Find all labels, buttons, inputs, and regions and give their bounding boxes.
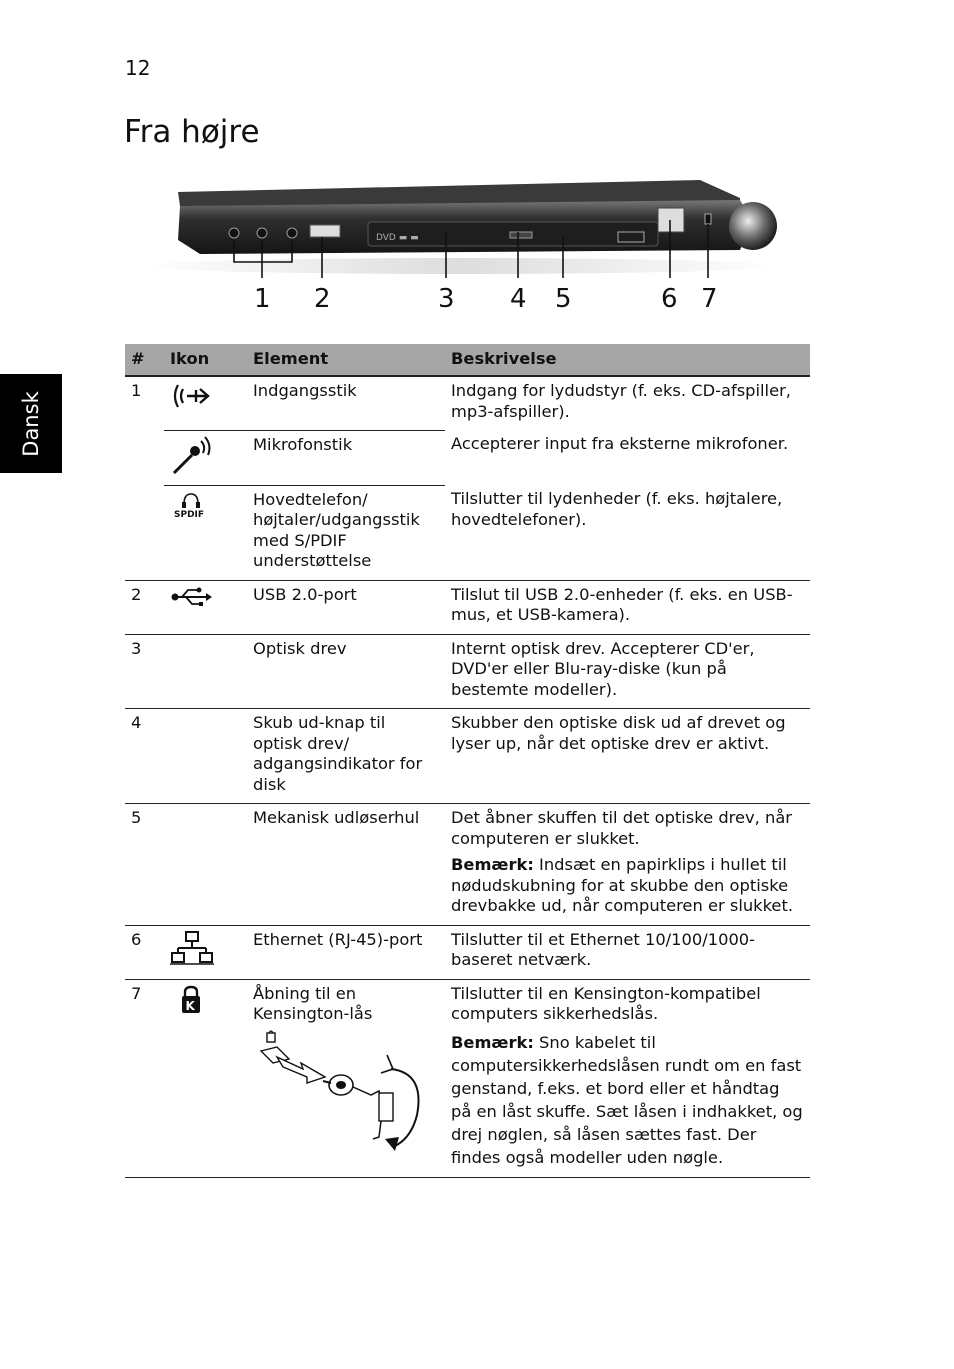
- row-description: Tilslutter til en Kensington-kompatibel computers sikkerhedslås.: [451, 983, 761, 1023]
- row-element: Mikrofonstik: [247, 430, 445, 485]
- audio-line-in-icon: [170, 381, 214, 411]
- row-element: Optisk drev: [247, 634, 445, 709]
- row-description: Internt optisk drev. Accepterer CD'er, DVD'er eller Blu-ray-diske (kun på bestemte modeller).: [445, 634, 810, 709]
- row-description: Accepterer input fra eksterne mikrofoner.: [451, 434, 789, 453]
- callout-6: 6: [661, 284, 678, 314]
- row-description: Tilslutter til et Ethernet 10/100/1000-baseret netværk.: [445, 925, 810, 979]
- row-element: Ethernet (RJ-45)-port: [247, 925, 445, 979]
- note-text: Indsæt en papirklips i hullet til nødudskubning for at skubbe den optiske drevbakke ud, når computeren er slukket.: [451, 855, 794, 915]
- audio-jack-2: [257, 228, 267, 238]
- row-description: Indgang for lydudstyr (f. eks. CD-afspiller, mp3-afspiller).: [451, 381, 791, 421]
- row-num: 4: [125, 709, 164, 804]
- callout-5: 5: [555, 284, 572, 314]
- table-row: [125, 925, 810, 979]
- ports-table: [125, 344, 810, 1178]
- language-side-tab: [0, 374, 62, 473]
- audio-jack-1: [229, 228, 239, 238]
- row-icon-cell: [164, 634, 247, 709]
- row-element: USB 2.0-port: [247, 580, 445, 634]
- row-icon-cell: [164, 709, 247, 804]
- callout-1: 1: [254, 284, 271, 314]
- drive-logo-text: DVD ▬ ▬: [376, 233, 419, 243]
- row-description: Det åbner skuffen til det optiske drev, når computeren er slukket.: [451, 808, 792, 848]
- callout-7: 7: [701, 284, 718, 314]
- row-description: Skubber den optiske disk ud af drevet og lyser up, når det optiske drev er aktivt.: [445, 709, 810, 804]
- header-element: Element: [247, 344, 445, 376]
- table-row: [125, 634, 810, 709]
- spdif-icon-text: SPDIF: [174, 509, 205, 518]
- row-icon-cell: [164, 376, 247, 430]
- callout-3: 3: [438, 284, 455, 314]
- kensington-lock-illustration: [253, 1029, 429, 1159]
- row-icon-cell: [164, 430, 247, 485]
- row-icon-cell: [164, 485, 247, 580]
- row-icon-cell: [164, 925, 247, 979]
- row-element: Skub ud-knap til optisk drev/ adgangsindikator for disk: [247, 709, 445, 804]
- usb-icon: [170, 585, 214, 609]
- table-row: [125, 430, 810, 485]
- page-title: Fra højre: [124, 114, 260, 150]
- row-num: 5: [125, 804, 164, 926]
- page-number: 12: [125, 56, 151, 80]
- headphone-spdif-icon: [170, 490, 214, 518]
- callout-2: 2: [314, 284, 331, 314]
- ethernet-port: [658, 208, 684, 232]
- note: [451, 855, 804, 917]
- row-element: Indgangsstik: [253, 381, 357, 400]
- table-header-row: [125, 344, 810, 376]
- microphone-icon: [170, 435, 214, 477]
- row-num: 1: [131, 381, 142, 400]
- row-element: Åbning til en Kensington-lås: [253, 983, 373, 1023]
- note-label: Bemærk:: [451, 1032, 534, 1052]
- row-num: 3: [125, 634, 164, 709]
- row-icon-cell: [164, 580, 247, 634]
- row-element-cell: [247, 979, 445, 1177]
- row-icon-cell: [164, 979, 247, 1177]
- row-description: Tilslutter til lydenheder (f. eks. højtalere, hovedtelefoner).: [451, 489, 783, 529]
- note-text: Sno kabelet til computersikkerhedslåsen rundt om en fast genstand, f.eks. et bord eller et håndtag på en låst skuffe. Sæt låsen i indhakket, og drej nøglen, så låsen sættes fast. Der findes også modeller uden nøgle.: [451, 1032, 803, 1167]
- laptop-right-side-figure: [140, 170, 800, 320]
- table-row: [125, 485, 810, 580]
- row-description-cell: [445, 804, 810, 926]
- audio-jack-3: [287, 228, 297, 238]
- eject-button: [510, 232, 532, 238]
- hinge: [729, 202, 777, 250]
- table-row: [125, 804, 810, 926]
- table-row: [125, 580, 810, 634]
- row-icon-cell: [164, 804, 247, 926]
- row-num: [125, 430, 164, 485]
- header-num: #: [125, 344, 164, 376]
- side-tab-label: Dansk: [19, 390, 43, 457]
- ethernet-icon: [170, 930, 214, 966]
- row-description-cell: [445, 979, 810, 1177]
- laptop-shadow: [140, 258, 780, 274]
- row-element: Mekanisk udløserhul: [247, 804, 445, 926]
- table-row: [125, 709, 810, 804]
- note: [451, 1031, 804, 1169]
- note-label: Bemærk:: [451, 855, 534, 874]
- header-description: Beskrivelse: [445, 344, 810, 376]
- callout-4: 4: [510, 284, 527, 314]
- table-row: [125, 376, 810, 430]
- kensington-icon-text: K: [185, 998, 195, 1013]
- row-num: 7: [125, 979, 164, 1177]
- kensington-lock-icon: [170, 984, 214, 1016]
- row-element: Hovedtelefon/ højtaler/udgangsstik med S/PDIF understøttelse: [247, 485, 445, 580]
- row-num: [125, 485, 164, 580]
- usb-port: [310, 225, 340, 237]
- kensington-slot: [705, 214, 711, 224]
- row-num: 2: [125, 580, 164, 634]
- row-description: Tilslut til USB 2.0-enheder (f. eks. en USB-mus, et USB-kamera).: [445, 580, 810, 634]
- header-icon: Ikon: [164, 344, 247, 376]
- table-row: [125, 979, 810, 1177]
- row-num: 6: [125, 925, 164, 979]
